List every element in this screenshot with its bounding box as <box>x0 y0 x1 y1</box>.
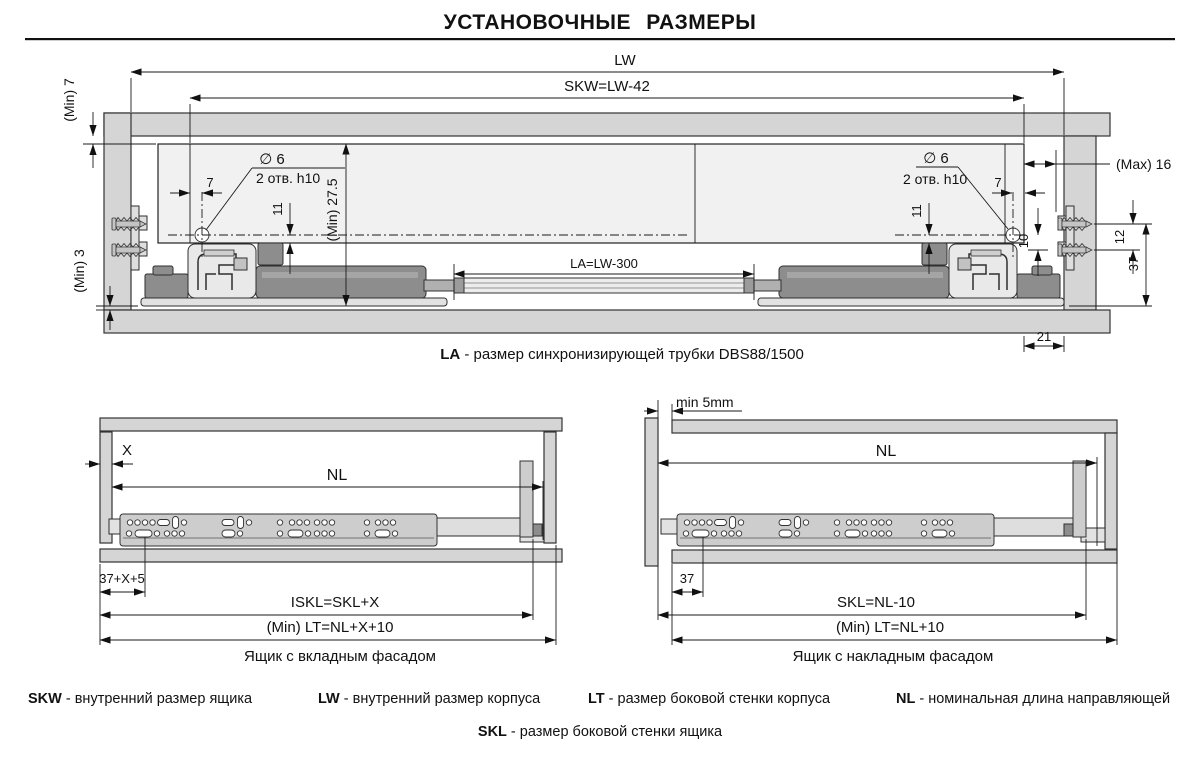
cabinet-top-rail <box>672 420 1117 433</box>
svg-text:7: 7 <box>994 175 1002 190</box>
cabinet-back-post <box>544 432 556 543</box>
svg-text:NL: NL <box>875 443 897 460</box>
rear-hook-post <box>1073 461 1086 537</box>
svg-text:min 5mm: min 5mm <box>676 394 734 410</box>
svg-text:∅ 6: ∅ 6 <box>259 151 285 168</box>
rear-hook-post <box>520 461 533 537</box>
rail-rear-member <box>437 518 522 536</box>
svg-text:2 отв. h10: 2 отв. h10 <box>903 171 968 187</box>
svg-text:ISKL=SKL+X: ISKL=SKL+X <box>290 594 380 611</box>
cabinet-back-post <box>1105 433 1117 549</box>
rear-hook <box>533 524 542 536</box>
svg-text:37: 37 <box>679 571 695 586</box>
svg-text:NL: NL <box>326 467 348 484</box>
front-fixing-tab <box>109 519 120 534</box>
svg-text:7: 7 <box>206 175 214 190</box>
cabinet-bottom-rail <box>672 550 1117 563</box>
dim-max16 <box>1024 150 1171 212</box>
svg-text:10: 10 <box>1016 233 1031 249</box>
svg-text:11: 11 <box>270 202 285 216</box>
svg-text:(Min) 27.5: (Min) 27.5 <box>324 178 340 242</box>
legend-item-skl: SKL - размер боковой стенки ящика <box>477 724 723 740</box>
cabinet-top-rail <box>100 418 562 431</box>
svg-text:12: 12 <box>1112 229 1127 245</box>
svg-text:LA=LW-300: LA=LW-300 <box>570 256 638 271</box>
drawer-side-panel <box>158 144 1024 243</box>
legend <box>28 691 1170 740</box>
rear-hook <box>1064 524 1073 536</box>
top-view-caption: LA - размер синхронизирующей трубки DBS88/1500 <box>440 346 804 363</box>
svg-text:(Min) LT=NL+10: (Min) LT=NL+10 <box>835 619 945 636</box>
legend-item-lt: LT - размер боковой стенки корпуса <box>588 691 831 707</box>
legend-item-nl: NL - номинальная длина направляющей <box>896 691 1171 707</box>
title-rule <box>25 38 1175 40</box>
svg-text:(Min) 3: (Min) 3 <box>71 249 87 293</box>
svg-text:LW: LW <box>614 52 636 69</box>
inset-drawer-view <box>85 418 562 665</box>
svg-text:(Min) 7: (Min) 7 <box>61 78 77 122</box>
svg-text:∅ 6: ∅ 6 <box>923 150 949 167</box>
dim-12 <box>1094 200 1152 274</box>
svg-text:2 отв. h10: 2 отв. h10 <box>256 170 321 186</box>
cabinet-top-panel <box>104 113 1110 136</box>
dim-min5 <box>644 394 742 420</box>
legend-item-lw: LW - внутренний размер корпуса <box>318 691 541 707</box>
svg-text:SKW=LW-42: SKW=LW-42 <box>564 78 650 95</box>
section-view-top <box>61 52 1171 363</box>
svg-text:X: X <box>121 442 133 459</box>
front-fixing-tab <box>661 519 677 534</box>
sync-tube <box>454 278 754 293</box>
svg-text:(Max) 16: (Max) 16 <box>1116 156 1172 172</box>
svg-text:(Min) LT=NL+X+10: (Min) LT=NL+X+10 <box>266 619 394 636</box>
svg-text:SKL=NL-10: SKL=NL-10 <box>837 594 915 611</box>
legend-item-skw: SKW - внутренний размер ящика <box>28 691 253 707</box>
overlay-front-panel <box>645 418 658 566</box>
cabinet-bottom-rail <box>100 549 562 562</box>
overlay-drawer-view <box>644 394 1117 665</box>
svg-text:21: 21 <box>1036 329 1052 344</box>
overlay-view-caption: Ящик с накладным фасадом <box>792 648 994 665</box>
svg-text:37+X+5: 37+X+5 <box>99 571 145 586</box>
svg-text:37: 37 <box>1126 256 1141 272</box>
page-title: УСТАНОВОЧНЫЕ РАЗМЕРЫ <box>443 11 757 34</box>
inset-view-caption: Ящик с вкладным фасадом <box>244 648 436 665</box>
cabinet-bottom-panel <box>104 310 1110 333</box>
svg-text:11: 11 <box>909 204 924 218</box>
cabinet-left-wall <box>104 113 131 310</box>
